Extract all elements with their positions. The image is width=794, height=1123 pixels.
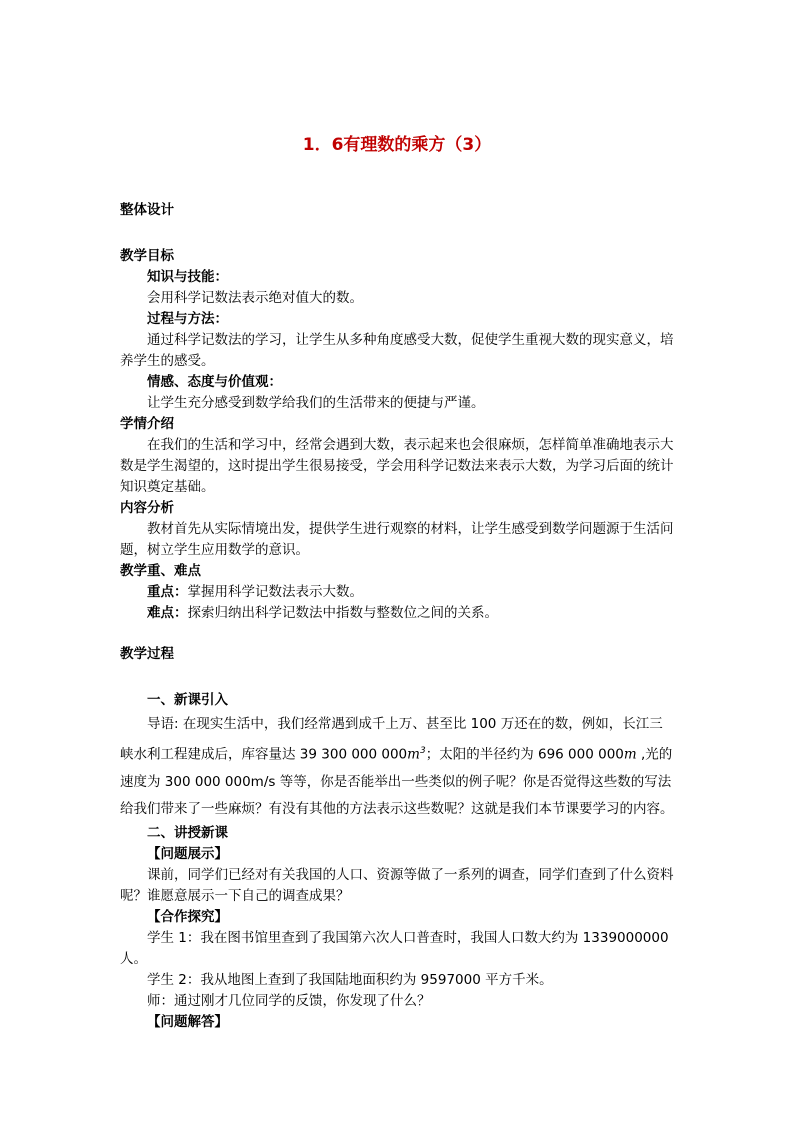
objectives-section [120,246,676,624]
content-heading: 内容分析 [120,500,174,516]
difficulty-text: 探索归纳出科学记数法中指数与整数位之间的关系。 [187,605,498,621]
section-intro-heading: 一、新课引入 [147,692,228,708]
student-1-text: 学生 1：我在图书馆里查到了我国第六次人口普查时，我国人口数大约为 1339000000 人。 [120,929,669,967]
answer-heading: 【问题解答】 [147,1013,228,1030]
process-text: 通过科学记数法的学习，让学生从多种角度感受大数，促使学生重视大数的现实意义，培养学生的感受。 [120,332,674,369]
difficulty-line [120,603,676,624]
students-heading: 学情介绍 [120,416,174,432]
intro-paragraph [120,711,676,823]
content-text: 教材首先从实际情境出发，提供学生进行观察的材料，让学生感受到数学问题源于生活问题，树立学生应用数学的意识。 [120,521,674,558]
students-text: 在我们的生活和学习中，经常会遇到大数，表示起来也会很麻烦，怎样简单准确地表示大数是学生渴望的，这时提出学生很易接受，学会用科学记数法来表示大数，为学习后面的统计知识奠定基础。 [120,437,674,495]
keypoints-heading: 教学重、难点 [120,563,201,579]
intro-superscript: 3 [419,746,426,756]
process-section [120,690,676,1033]
intro-part-a: 导语: 在现实生活中，我们经常遇到成千上万、甚至比 100 万还在的数，例如，长江三峡水利工程建成后，库容量达 39 300 000 000 [120,716,663,763]
emotion-text: 让学生充分感受到数学给我们的生活带来的便捷与严谨。 [147,395,485,411]
cooperation-heading: 【合作探究】 [147,908,228,925]
student-2-text: 学生 2：我从地图上查到了我国陆地面积约为 9597000 平方千米。 [147,971,553,988]
page-title: 1．6有理数的乘方（3） [302,135,492,155]
knowledge-heading: 知识与技能： [147,269,228,285]
key-point-line [120,582,676,603]
emotion-heading: 情感、态度与价值观： [147,374,282,390]
intro-unit-meter: m [623,746,637,763]
process-heading: 过程与方法： [147,311,228,327]
problem-show-heading: 【问题展示】 [147,845,228,862]
objectives-heading: 教学目标 [120,248,174,264]
key-point-label: 重点： [147,584,188,600]
teacher-text: 师：通过刚才几位同学的反馈，你发现了什么？ [147,992,431,1009]
overall-design-heading: 整体设计 [120,202,174,218]
section-lecture-heading: 二、讲授新课 [147,824,228,841]
process-heading-main: 教学过程 [120,646,174,662]
problem-show-text: 课前，同学们已经对有关我国的人口、资源等做了一系列的调查，同学们查到了什么资料呢？谁愿意展示一下自己的调查成果？ [120,866,674,904]
intro-part-b: ；太阳的半径约为 696 000 000 [425,746,624,763]
intro-unit-cubic-meter: m [407,746,420,763]
key-point-text: 掌握用科学记数法表示大数。 [187,584,363,600]
knowledge-text: 会用科学记数法表示绝对值大的数。 [147,290,363,306]
difficulty-label: 难点： [147,605,188,621]
intro-part-c: ,光的速度为 300 000 000m/s 等等，你是否能举出一些类似的例子呢？你是否觉得这些数的写法给我们带来了一些麻烦？有没有其他的方法表示这些数呢？这就是我们本节课要学习的内容。 [120,746,674,817]
